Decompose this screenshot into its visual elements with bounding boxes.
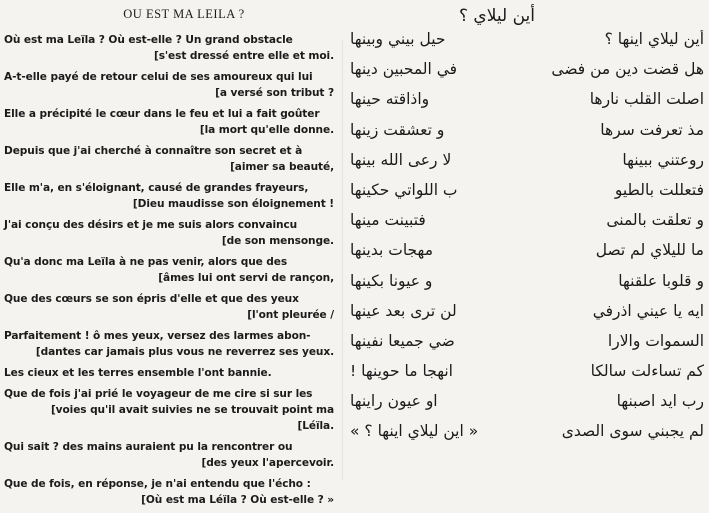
arabic-verse <box>350 90 704 120</box>
stanza-line: Les cieux et les terres ensemble l'ont bannie. <box>4 367 272 379</box>
french-stanza <box>4 254 334 286</box>
french-stanza <box>4 476 334 508</box>
verse-second-hemistich: لا رعى الله بينها <box>350 150 452 169</box>
stanza-continuation: [dantes car jamais plus vous ne reverrez ses yeux. <box>35 346 334 358</box>
french-stanza <box>4 69 334 101</box>
french-title: OU EST MA LEILA ? <box>123 7 245 21</box>
verse-second-hemistich: و عيونا بكينها <box>350 271 433 290</box>
stanza-line: Que de fois, en réponse, je n'ai entendu que l'écho : <box>4 478 311 490</box>
arabic-verse <box>350 392 704 422</box>
arabic-verse <box>350 151 704 181</box>
verse-second-hemistich: حيل بيني وبينها <box>350 30 446 48</box>
stanza-continuation: [voies qu'il avait suivies ne se trouvait point ma <box>50 404 334 416</box>
french-stanza <box>4 386 334 434</box>
verse-second-hemistich: او عيون راينها <box>350 392 438 411</box>
arabic-verse <box>350 211 704 241</box>
french-stanza <box>4 291 334 323</box>
stanza-line: J'ai conçu des désirs et je me suis alors convaincu <box>4 219 298 231</box>
verse-second-hemistich: لن ترى بعد عينها <box>350 301 457 320</box>
stanza-line: Elle a précipité le cœur dans le feu et lui a fait goûter <box>4 108 320 120</box>
arabic-verse <box>350 302 704 332</box>
stanza-line: Elle m'a, en s'éloignant, causé de grandes frayeurs, <box>4 182 309 194</box>
arabic-verse <box>350 362 704 392</box>
column-gutter <box>342 40 343 480</box>
french-stanza <box>4 106 334 138</box>
arabic-verse <box>350 181 704 211</box>
arabic-verse <box>350 332 704 362</box>
verse-first-hemistich: و تعلقت بالمنى <box>606 211 704 230</box>
stanza-line: Où est ma Leïla ? Où est-elle ? Un grand obstacle <box>4 34 293 46</box>
verse-first-hemistich: رب ايد اصبنها <box>616 392 704 411</box>
stanza-continuation: [s'est dressé entre elle et moi. <box>153 50 334 62</box>
verse-first-hemistich: روعتني ببينها <box>622 150 704 169</box>
stanza-line: Parfaitement ! ô mes yeux, versez des larmes abon- <box>4 330 311 342</box>
verse-second-hemistich: انهجا ما حوينها ! <box>350 362 453 381</box>
arabic-verse <box>350 30 704 60</box>
stanza-continuation: [des yeux l'apercevoir. <box>201 457 334 469</box>
verse-first-hemistich: مذ تعرفت سرها <box>600 120 704 139</box>
stanza-continuation: [a versé son tribut ? <box>215 87 334 99</box>
stanza-continuation: [de son mensonge. <box>221 235 334 247</box>
verse-second-hemistich: مهجات بدينها <box>350 241 434 260</box>
stanza-continuation: [Léïla. <box>297 420 334 432</box>
stanza-line: A-t-elle payé de retour celui de ses amoureux qui lui <box>4 71 313 83</box>
arabic-verse <box>350 60 704 90</box>
verse-second-hemistich: واذاقته حينها <box>350 90 430 109</box>
french-stanza <box>4 180 334 212</box>
stanza-line: Qu'a donc ma Leïla à ne pas venir, alors que des <box>4 256 288 268</box>
french-stanza <box>4 328 334 360</box>
verse-first-hemistich: السموات والارا <box>607 331 704 350</box>
verse-first-hemistich: هل قضت دين من فضى <box>551 60 704 79</box>
stanza-line: Que des cœurs se son épris d'elle et que des yeux <box>4 293 299 305</box>
stanza-line: Qui sait ? des mains auraient pu la rencontrer ou <box>4 441 293 453</box>
verse-second-hemistich: و تعشقت زينها <box>350 120 445 139</box>
verse-first-hemistich: ما لليلاي لم تصل <box>595 241 704 260</box>
arabic-verse <box>350 422 704 452</box>
verse-first-hemistich: كم تساءلت سالكا <box>590 362 704 381</box>
stanza-continuation: [aimer sa beauté, <box>230 161 334 173</box>
stanza-continuation: [l'ont pleurée / <box>247 309 334 321</box>
arabic-verse <box>350 272 704 302</box>
arabic-column <box>350 6 704 453</box>
french-stanza <box>4 32 334 64</box>
french-stanzas <box>4 32 334 508</box>
stanza-line: Que de fois j'ai prié le voyageur de me cire si sur les <box>4 388 313 400</box>
arabic-title: أين ليلاي ؟ <box>459 6 535 26</box>
verse-second-hemistich: « اين ليلاي اينها ؟ » <box>350 422 479 441</box>
french-stanza <box>4 217 334 249</box>
stanza-line: Depuis que j'ai cherché à connaître son secret et à <box>4 145 303 157</box>
french-column <box>4 6 334 513</box>
arabic-verses <box>350 30 704 453</box>
arabic-verse <box>350 121 704 151</box>
verse-first-hemistich: فتعللت بالطيو <box>614 180 704 199</box>
verse-second-hemistich: ضي جميعا نفينها <box>350 331 455 350</box>
french-stanza <box>4 143 334 175</box>
stanza-continuation: [la mort qu'elle donne. <box>199 124 334 136</box>
verse-first-hemistich: لم يجبني سوى الصدى <box>561 422 704 441</box>
french-stanza <box>4 439 334 471</box>
verse-second-hemistich: فتبينت مينها <box>350 211 426 230</box>
verse-first-hemistich: اصلت القلب نارها <box>589 90 704 109</box>
stanza-continuation: [Où est ma Léïla ? Où est-elle ? » <box>141 494 334 506</box>
verse-second-hemistich: في المحبين دينها <box>350 60 458 79</box>
verse-first-hemistich: و قلوبا علقنها <box>618 271 704 290</box>
verse-first-hemistich: أين ليلاي اينها ؟ <box>604 30 704 48</box>
verse-first-hemistich: ايه يا عيني اذرفي <box>592 301 704 320</box>
stanza-continuation: [Dieu maudisse son éloignement ! <box>132 198 334 210</box>
french-stanza <box>4 365 334 381</box>
stanza-continuation: [âmes lui ont servi de rançon, <box>158 272 334 284</box>
arabic-verse <box>350 241 704 271</box>
verse-second-hemistich: ب اللواتي حكينها <box>350 180 458 199</box>
